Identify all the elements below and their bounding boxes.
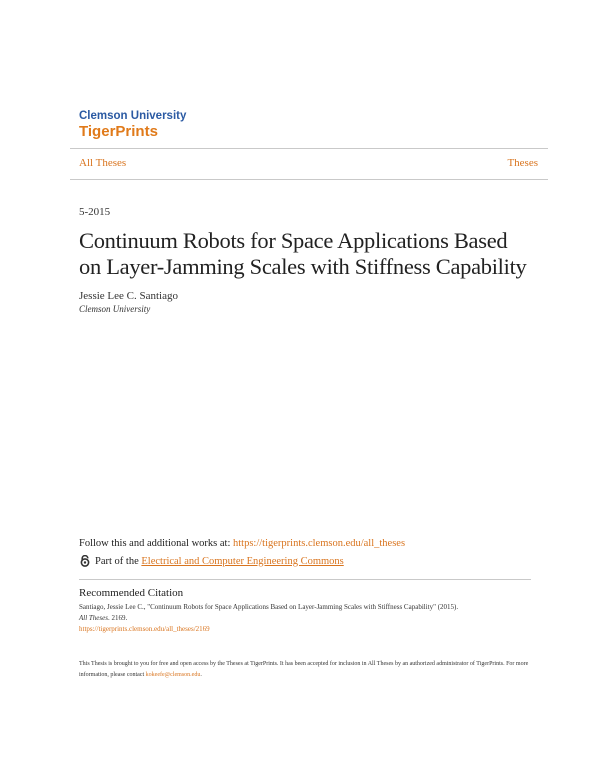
follow-url-link[interactable]: https://tigerprints.clemson.edu/all_theses [233,538,406,549]
citation-number: . 2169. [107,614,128,622]
contact-email-link[interactable]: kokeefe@clemson.edu [145,672,201,678]
access-statement-text: This Thesis is brought to you for free and open access by the Theses at TigerPrints. It has been accepted for inclusion in All Theses by an authorized administrator of TigerPrints. For more information, please contact [79,661,529,678]
citation-block [79,602,539,635]
title-line-2: on Layer-Jamming Scales with Stiffness Capability [79,254,527,279]
citation-series: All Theses [79,614,108,622]
author-affiliation: Clemson University [79,304,151,314]
citation-heading: Recommended Citation [79,587,184,599]
document-title [79,228,539,280]
citation-divider [79,579,531,580]
follow-label: Follow this and additional works at: [79,538,233,549]
part-of-line [79,555,344,567]
follow-line [79,538,405,549]
institution-name: Clemson University [79,110,187,122]
nav-theses-link[interactable]: Theses [507,157,538,169]
citation-text: Santiago, Jessie Lee C., "Continuum Robots for Space Applications Based on Layer-Jamming Scales with Stiffness Capability" (2015). [79,603,459,611]
commons-link[interactable]: Electrical and Computer Engineering Commons [141,555,344,567]
author-name: Jessie Lee C. Santiago [79,290,178,302]
access-statement-end: . [200,672,202,678]
open-access-icon [79,555,91,567]
publication-date: 5-2015 [79,206,111,218]
citation-url-link[interactable]: https://tigerprints.clemson.edu/all_theses/2169 [79,625,210,633]
top-divider [70,148,548,149]
nav-all-theses-link[interactable]: All Theses [79,157,127,169]
part-of-label: Part of the [95,555,139,567]
repository-name: TigerPrints [79,123,158,140]
title-line-1: Continuum Robots for Space Applications Based [79,228,508,253]
nav-divider [70,179,548,180]
citation-series-line [79,613,539,624]
access-statement [79,659,529,681]
